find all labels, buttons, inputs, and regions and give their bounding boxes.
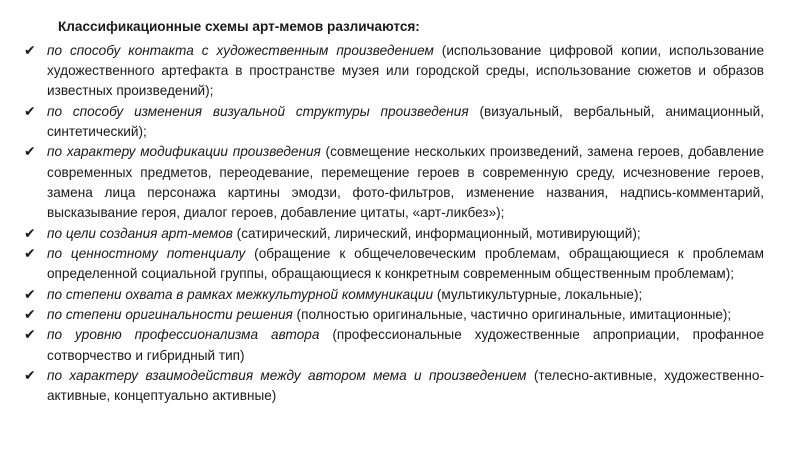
list-item-criterion: по характеру взаимодействия между автором мема и произведением: [47, 368, 527, 383]
list-item-details: (мультикультурные, локальные);: [433, 286, 643, 302]
list-item: [24, 325, 764, 366]
list-item-details: (обращение к общечеловеческим проблемам, обращающиеся к проблемам определенной социальной группы, обращающиеся к конкретным современным общественным проблемам);: [47, 245, 765, 282]
check-mark-icon: ✔: [24, 144, 36, 161]
check-mark-icon: ✔: [24, 245, 36, 262]
list-item-details: (визуальный, вербальный, анимационный, синтетический);: [47, 103, 764, 139]
list-item-details: (профессиональные художественные апроприации, профанное сотворчество и гибридный тип): [47, 327, 764, 363]
list-item: [24, 41, 764, 102]
slide-heading: Классификационные схемы арт-мемов различаются:: [58, 19, 420, 34]
check-mark-icon: ✔: [24, 225, 36, 242]
list-item: [24, 102, 764, 143]
list-item-details: (телесно-активные, художественно-активные, концептуально активные): [47, 368, 764, 404]
check-mark-icon: ✔: [24, 286, 36, 303]
list-item-criterion: по степени охвата в рамках межкультурной коммуникации: [47, 286, 434, 302]
list-item-criterion: по характеру модификации произведения: [47, 144, 321, 160]
list-item: [24, 244, 764, 285]
list-item: [24, 366, 764, 407]
list-item-criterion: по уровню профессионализма автора: [47, 327, 320, 343]
list-item-criterion: по способу изменения визуальной структуры произведения: [47, 103, 469, 119]
check-mark-icon: ✔: [24, 103, 36, 120]
list-item-criterion: по степени оригинальности решения: [47, 306, 293, 322]
list-item-details: (полностью оригинальные, частично оригинальные, имитационные);: [292, 306, 732, 322]
list-item-criterion: по ценностному потенциалу: [47, 245, 246, 261]
classification-list: [24, 41, 764, 407]
check-mark-icon: ✔: [24, 368, 36, 384]
list-item-details: (сатирический, лирический, информационный, мотивирующий);: [232, 225, 641, 241]
list-item-details: (использование цифровой копии, использование художественного артефакта в пространстве музея или городской среды, использование сюжетов и образов известных произведений);: [47, 42, 764, 99]
list-item: [24, 305, 764, 325]
list-item: [24, 142, 764, 223]
list-item-criterion: по цели создания арт-мемов: [47, 225, 233, 241]
check-mark-icon: ✔: [24, 327, 36, 344]
list-item-criterion: по способу контакта с художественным произведением: [47, 42, 434, 58]
list-item: [24, 285, 764, 305]
list-item: [24, 224, 764, 244]
check-mark-icon: ✔: [24, 42, 36, 59]
check-mark-icon: ✔: [24, 306, 36, 323]
list-item-details: (совмещение нескольких произведений, замена героев, добавление современных предметов, переодевание, перемещение героев в современную среду, исчезновение героев, замена лица персонажа картины эмодзи, фото-фильтров, изменение названия, надпись-комментарий, высказывание героя, диалог героев, добавление цитаты, «арт-ликбез»);: [47, 144, 765, 221]
